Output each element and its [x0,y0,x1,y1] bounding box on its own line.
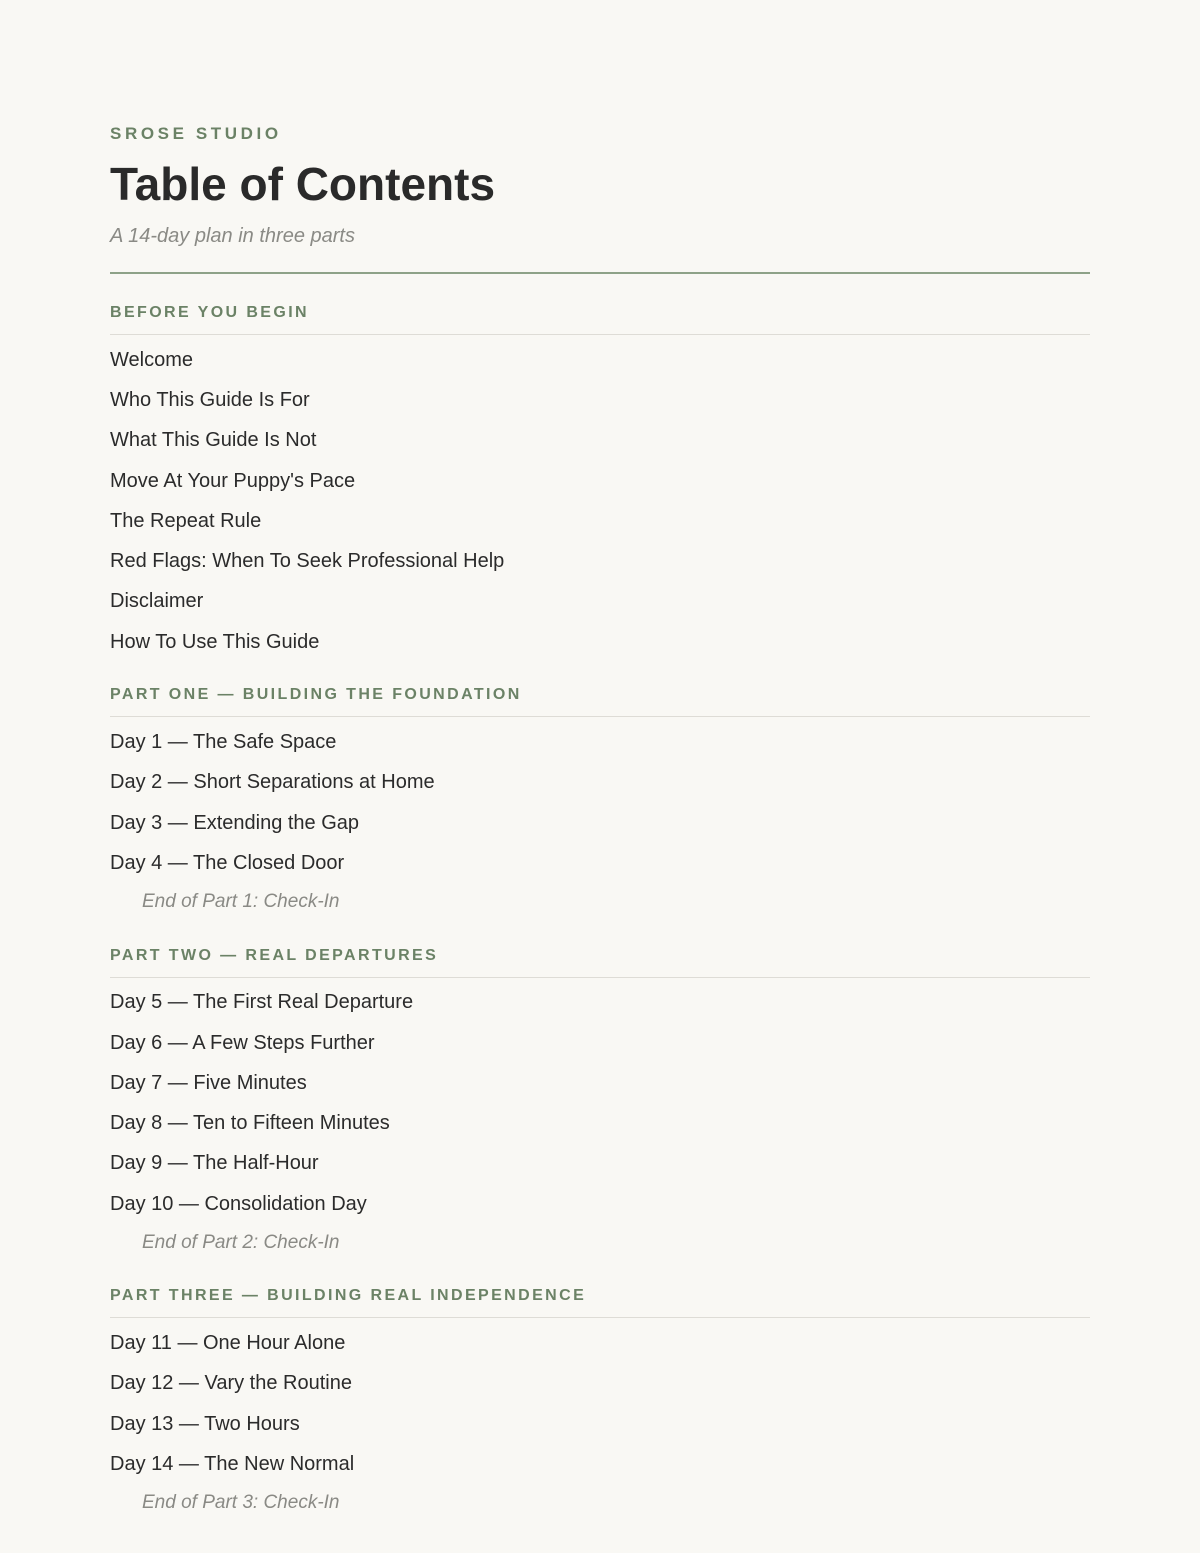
toc-entry[interactable]: Day 6 — A Few Steps Further [110,1031,375,1054]
toc-entry[interactable]: Day 7 — Five Minutes [110,1071,307,1094]
section-spacer [110,1261,1090,1275]
toc-checkin-entry[interactable]: End of Part 2: Check-In [142,1231,340,1253]
toc-entry[interactable]: Day 5 — The First Real Departure [110,991,414,1014]
toc-entry[interactable]: Day 9 — The Half-Hour [110,1152,319,1175]
toc-section-part-two [110,935,1090,1262]
toc-section-part-one [110,674,1090,920]
section-spacer [110,662,1090,674]
section-entries [110,717,1090,920]
section-entries [110,335,1090,662]
section-heading: PART TWO — REAL DEPARTURES [110,935,1090,978]
toc-section-part-three [110,1275,1090,1521]
toc-entry[interactable]: What This Guide Is Not [110,429,317,452]
section-entries [110,978,1090,1262]
section-spacer [110,921,1090,935]
toc-entry[interactable]: Day 14 — The New Normal [110,1452,355,1475]
toc-entry[interactable]: Move At Your Puppy's Pace [110,469,356,492]
toc-entry[interactable]: Day 13 — Two Hours [110,1412,300,1435]
toc-entry[interactable]: Day 3 — Extending the Gap [110,811,360,834]
toc-entry[interactable]: Day 10 — Consolidation Day [110,1192,367,1215]
section-heading: PART THREE — BUILDING REAL INDEPENDENCE [110,1275,1090,1318]
title-divider [110,272,1090,274]
toc-list [110,292,1090,1522]
toc-entry[interactable]: Day 11 — One Hour Alone [110,1331,346,1354]
toc-entry[interactable]: Welcome [110,348,193,371]
toc-entry[interactable]: How To Use This Guide [110,630,320,653]
toc-checkin-entry[interactable]: End of Part 1: Check-In [142,891,340,913]
toc-entry[interactable]: Disclaimer [110,590,204,613]
page-title: Table of Contents [110,158,496,210]
toc-entry[interactable]: Day 2 — Short Separations at Home [110,771,435,794]
toc-section-before-you-begin [110,292,1090,662]
toc-entry[interactable]: The Repeat Rule [110,509,262,532]
toc-entry[interactable]: Day 8 — Ten to Fifteen Minutes [110,1112,390,1135]
brand-label: SROSE STUDIO [110,124,282,143]
toc-checkin-entry[interactable]: End of Part 3: Check-In [142,1492,340,1514]
toc-entry[interactable]: Day 12 — Vary the Routine [110,1372,352,1395]
toc-entry[interactable]: Day 1 — The Safe Space [110,731,337,754]
toc-entry[interactable]: Who This Guide Is For [110,388,310,411]
section-heading: BEFORE YOU BEGIN [110,292,1090,335]
section-heading: PART ONE — BUILDING THE FOUNDATION [110,674,1090,717]
toc-entry[interactable]: Day 4 — The Closed Door [110,851,345,874]
toc-entry[interactable]: Red Flags: When To Seek Professional Help [110,550,505,573]
section-entries [110,1318,1090,1521]
page-subtitle: A 14-day plan in three parts [110,225,355,247]
